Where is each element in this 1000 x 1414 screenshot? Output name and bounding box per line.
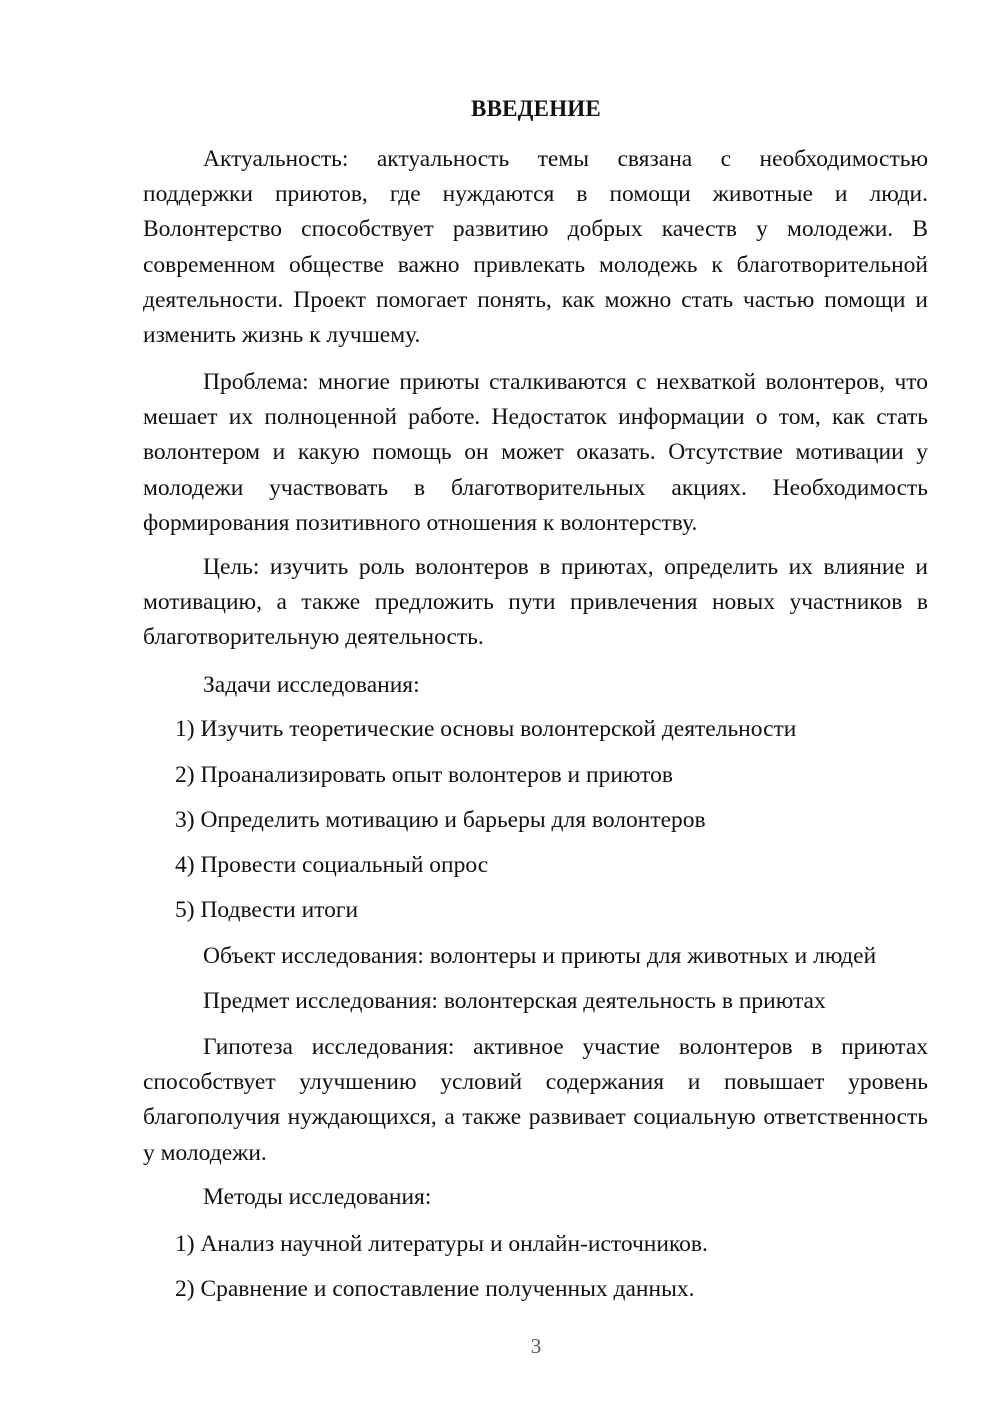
list-item: 2) Сравнение и сопоставление полученных данных.	[175, 1276, 695, 1302]
list-item: 1) Анализ научной литературы и онлайн-источников.	[175, 1231, 708, 1257]
methods-heading: Методы исследования:	[203, 1184, 432, 1210]
page-title: ВВЕДЕНИЕ	[471, 96, 601, 121]
hypothesis-paragraph: Гипотеза исследования: активное участие волонтеров в приютах способствует улучшению условий содержания и повышает уровень благополучия нуждающихся, а также развивает социальную ответственность у молодежи.	[143, 1034, 928, 1166]
relevance-paragraph: Актуальность: актуальность темы связана с необходимостью поддержки приютов, где нуждаются в помощи животные и люди. Волонтерство способствует развитию добрых качеств у молодежи. В современном обществе важно привлекать молодежь к благотворительной деятельности. Проект помогает понять, как можно стать частью помощи и изменить жизнь к лучшему.	[143, 146, 928, 349]
list-item: 3) Определить мотивацию и барьеры для волонтеров	[175, 807, 706, 833]
object-line: Объект исследования: волонтеры и приюты для животных и людей	[203, 943, 877, 969]
page-number: 3	[530, 1334, 542, 1358]
problem-paragraph: Проблема: многие приюты сталкиваются с нехваткой волонтеров, что мешает их полноценной работе. Недостаток информации о том, как стать волонтером и какую помощь он может оказать. Отсутствие мотивации у молодежи участвовать в благотворительных акциях. Необходимость формирования позитивного отношения к волонтерству.	[143, 369, 928, 536]
subject-line: Предмет исследования: волонтерская деятельность в приютах	[203, 988, 826, 1014]
tasks-heading: Задачи исследования:	[203, 672, 420, 698]
list-item: 1) Изучить теоретические основы волонтерской деятельности	[175, 716, 797, 742]
list-item: 2) Проанализировать опыт волонтеров и приютов	[175, 762, 673, 788]
list-item: 4) Провести социальный опрос	[175, 852, 489, 878]
goal-paragraph: Цель: изучить роль волонтеров в приютах, определить их влияние и мотивацию, а также предложить пути привлечения новых участников в благотворительную деятельность.	[143, 554, 928, 651]
list-item: 5) Подвести итоги	[175, 897, 359, 923]
